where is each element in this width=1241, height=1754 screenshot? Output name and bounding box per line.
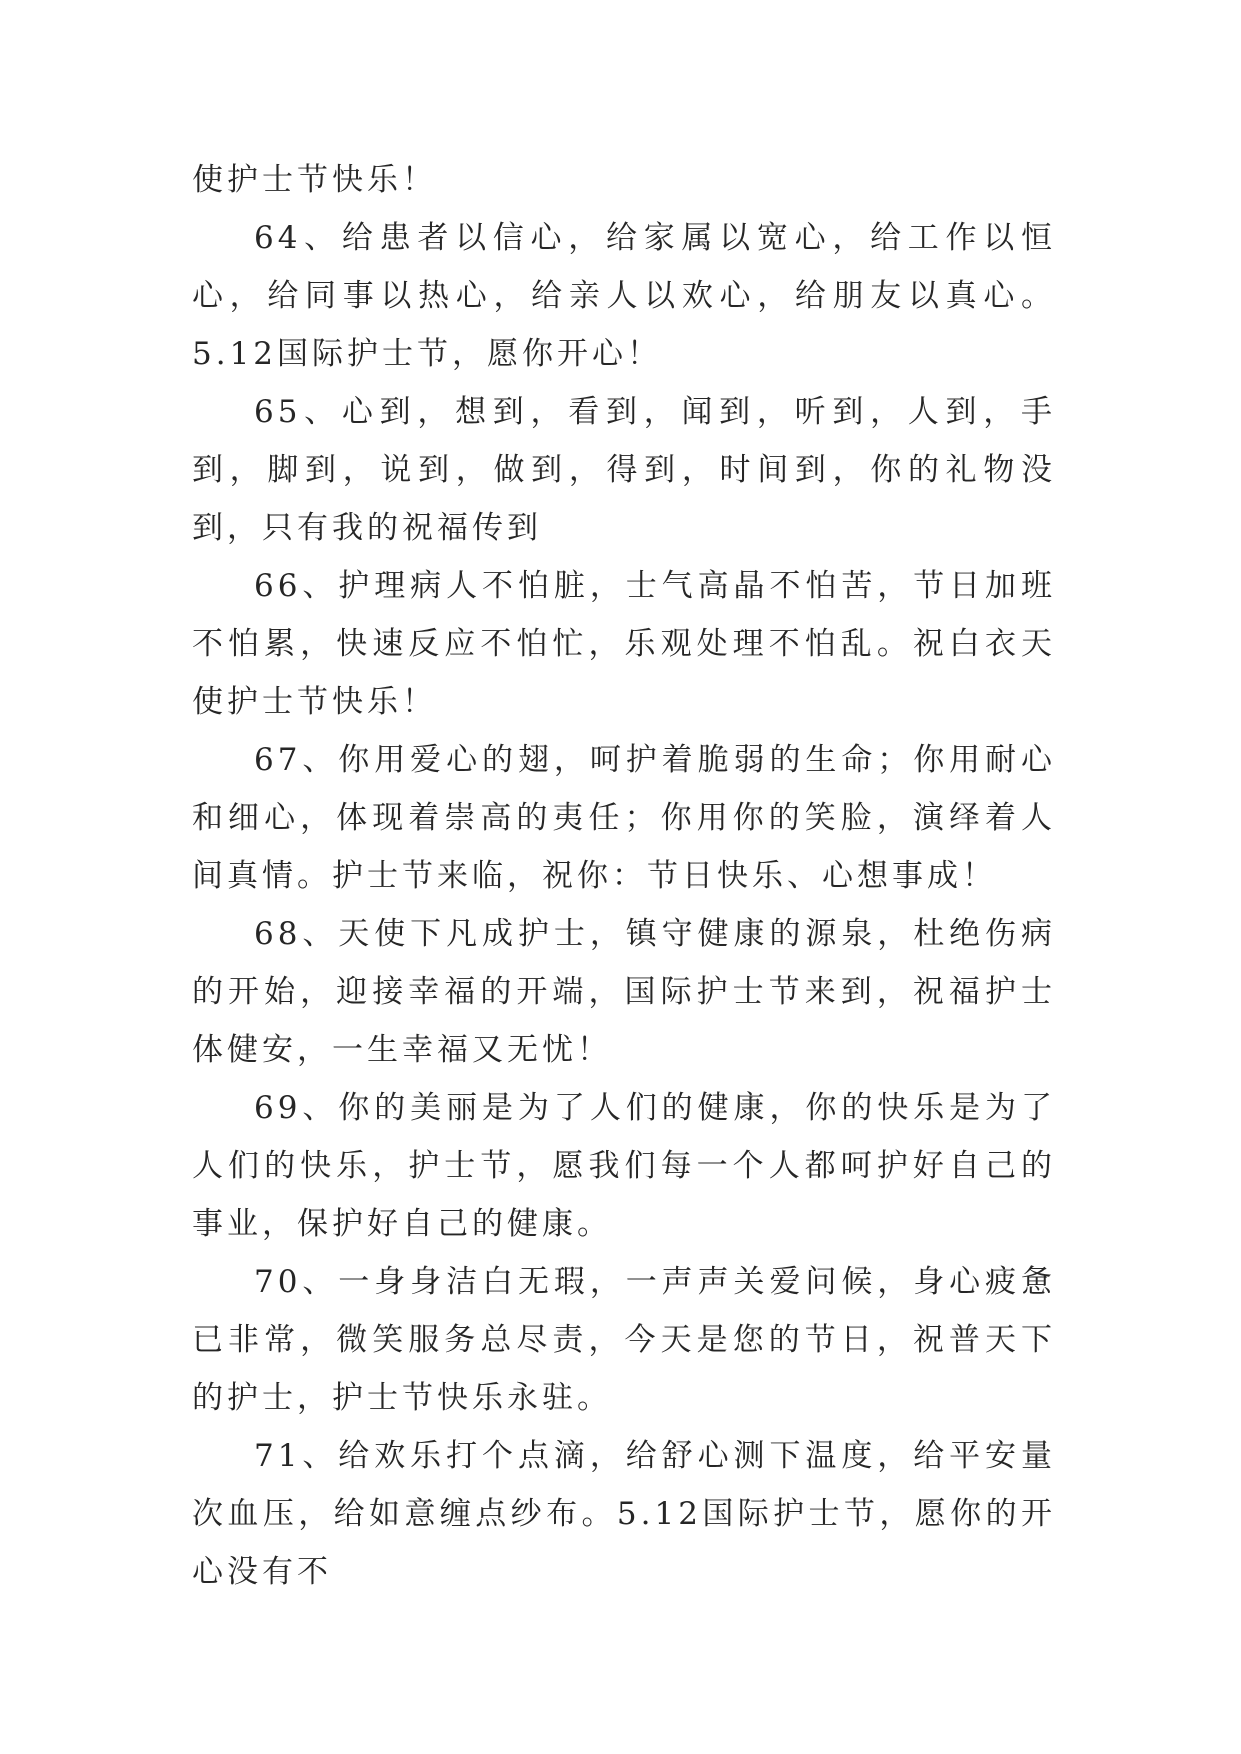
paragraph-70: 70、一身身洁白无瑕，一声声关爱问候，身心疲惫已非常，微笑服务总尽责，今天是您的节日，祝普天下的护士，护士节快乐永驻。 (192, 1264, 1056, 1416)
paragraph-64: 64、给患者以信心，给家属以宽心，给工作以恒心，给同事以热心，给亲人以欢心，给朋友以真心。5.12国际护士节，愿你开心！ (192, 220, 1056, 372)
document-body (192, 151, 1056, 1601)
paragraph-71: 71、给欢乐打个点滴，给舒心测下温度，给平安量次血压，给如意缠点纱布。5.12国际护士节，愿你的开心没有不 (192, 1438, 1056, 1590)
paragraph-continuation: 使护士节快乐！ (192, 162, 437, 198)
paragraph-66: 66、护理病人不怕脏，士气高晶不怕苦，节日加班不怕累，快速反应不怕忙，乐观处理不怕乱。祝白衣天使护士节快乐！ (192, 568, 1056, 720)
paragraph-67: 67、你用爱心的翅，呵护着脆弱的生命；你用耐心和细心，体现着崇高的夷任；你用你的笑脸，演绎着人间真情。护士节来临，祝你：节日快乐、心想事成！ (192, 742, 1056, 894)
paragraph-68: 68、天使下凡成护士，镇守健康的源泉，杜绝伤病的开始，迎接幸福的开端，国际护士节来到，祝福护士体健安，一生幸福又无忧！ (192, 916, 1056, 1068)
paragraph-65: 65、心到，想到，看到，闻到，听到，人到，手到，脚到，说到，做到，得到，时间到，你的礼物没到，只有我的祝福传到 (192, 394, 1056, 546)
paragraph-69: 69、你的美丽是为了人们的健康，你的快乐是为了人们的快乐，护士节，愿我们每一个人都呵护好自己的事业，保护好自己的健康。 (192, 1090, 1056, 1242)
